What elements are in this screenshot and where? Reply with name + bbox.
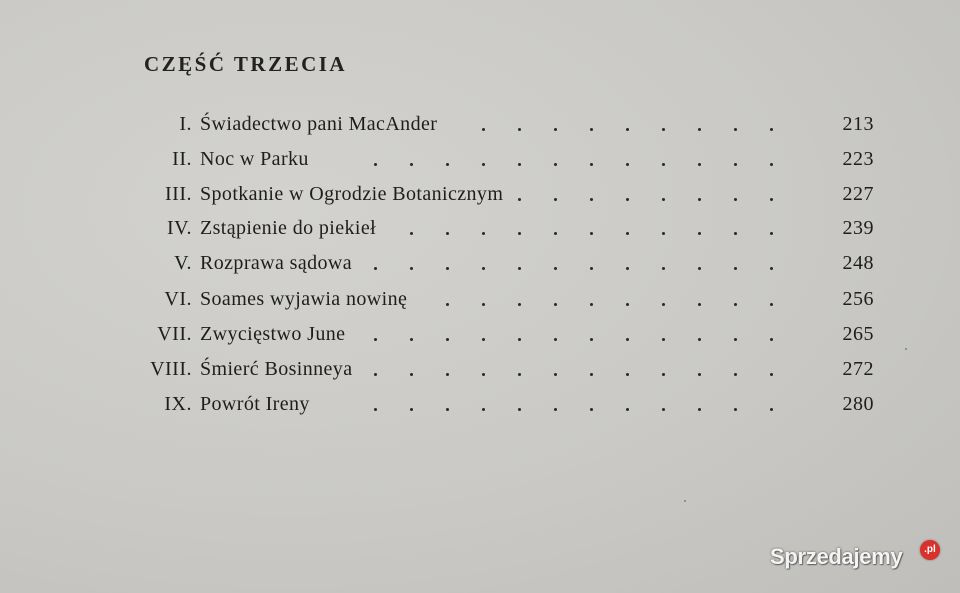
- leader-dot: [554, 232, 557, 235]
- chapter-title: Spotkanie w Ogrodzie Botanicznym: [200, 183, 504, 205]
- leader-dot: [698, 232, 701, 235]
- leader-dot: [734, 267, 737, 270]
- leader-dot: [590, 373, 593, 376]
- leader-dot: [626, 267, 629, 270]
- leader-dot: [482, 163, 485, 166]
- chapter-numeral: III.: [165, 183, 192, 205]
- leader-dot: [446, 338, 449, 341]
- leader-dot: [698, 303, 701, 306]
- chapter-numeral: VI.: [164, 288, 192, 310]
- leader-dot: [554, 198, 557, 201]
- leader-dot: [446, 232, 449, 235]
- paper-speck: [684, 500, 686, 502]
- leader-dot: [554, 338, 557, 341]
- leader-dot: [518, 128, 521, 131]
- paper-speck: [905, 348, 907, 350]
- leader-dot: [590, 408, 593, 411]
- leader-dot: [590, 128, 593, 131]
- leader-dot: [482, 267, 485, 270]
- leader-dot: [446, 408, 449, 411]
- chapter-numeral: I.: [179, 113, 192, 135]
- leader-dot: [626, 163, 629, 166]
- chapter-numeral: IV.: [166, 217, 192, 239]
- page-number: 239: [842, 217, 874, 239]
- leader-dot: [662, 338, 665, 341]
- leader-dot: [698, 267, 701, 270]
- page-number: 265: [842, 323, 874, 345]
- leader-dot: [626, 338, 629, 341]
- leader-dot: [734, 408, 737, 411]
- leader-dot: [518, 408, 521, 411]
- leader-dot: [662, 303, 665, 306]
- chapter-title: Zstąpienie do piekieł: [200, 217, 377, 239]
- leader-dot: [734, 128, 737, 131]
- leader-dot: [554, 128, 557, 131]
- leader-dot: [482, 408, 485, 411]
- leader-dot: [734, 232, 737, 235]
- leader-dot: [590, 232, 593, 235]
- watermark-badge-icon: .pl: [920, 540, 940, 560]
- leader-dot: [446, 163, 449, 166]
- leader-dot: [770, 373, 773, 376]
- toc-entry: [0, 355, 960, 383]
- leader-dot: [518, 303, 521, 306]
- leader-dot: [518, 198, 521, 201]
- chapter-numeral: V.: [174, 252, 192, 274]
- chapter-title: Śmierć Bosinneya: [200, 358, 353, 380]
- leader-dot: [590, 338, 593, 341]
- leader-dot: [410, 373, 413, 376]
- watermark-logo-text: Sprzedajemy: [770, 544, 903, 569]
- leader-dot: [374, 373, 377, 376]
- leader-dot: [590, 198, 593, 201]
- leader-dot: [662, 373, 665, 376]
- leader-dot: [626, 198, 629, 201]
- leader-dot: [482, 373, 485, 376]
- leader-dot: [374, 163, 377, 166]
- chapter-title: Soames wyjawia nowinę: [200, 288, 408, 310]
- leader-dot: [518, 232, 521, 235]
- toc-entry: [0, 214, 960, 242]
- leader-dot: [770, 163, 773, 166]
- leader-dot: [554, 373, 557, 376]
- page-number: 213: [842, 113, 874, 135]
- leader-dot: [734, 163, 737, 166]
- leader-dot: [626, 232, 629, 235]
- leader-dot: [734, 373, 737, 376]
- page-number: 280: [842, 393, 874, 415]
- chapter-numeral: II.: [172, 148, 192, 170]
- section-title: CZĘŚĆ TRZECIA: [144, 52, 348, 76]
- page-number: 227: [842, 183, 874, 205]
- toc-entry: [0, 285, 960, 313]
- leader-dot: [410, 232, 413, 235]
- leader-dot: [554, 303, 557, 306]
- leader-dot: [482, 232, 485, 235]
- leader-dot: [662, 163, 665, 166]
- leader-dot: [626, 408, 629, 411]
- leader-dot: [698, 163, 701, 166]
- chapter-title: Powrót Ireny: [200, 393, 310, 415]
- leader-dot: [734, 338, 737, 341]
- toc-entry: [0, 390, 960, 418]
- site-watermark: [770, 540, 945, 580]
- leader-dot: [770, 128, 773, 131]
- leader-dot: [590, 163, 593, 166]
- chapter-title: Noc w Parku: [200, 148, 309, 170]
- leader-dot: [590, 267, 593, 270]
- leader-dot: [662, 408, 665, 411]
- leader-dot: [770, 267, 773, 270]
- toc-entry: [0, 249, 960, 277]
- toc-entry: [0, 110, 960, 138]
- chapter-title: Zwycięstwo June: [200, 323, 346, 345]
- leader-dot: [446, 373, 449, 376]
- leader-dot: [446, 303, 449, 306]
- chapter-numeral: VII.: [157, 323, 192, 345]
- chapter-numeral: VIII.: [150, 358, 192, 380]
- leader-dot: [482, 303, 485, 306]
- leader-dot: [626, 128, 629, 131]
- chapter-title: Rozprawa sądowa: [200, 252, 353, 274]
- leader-dot: [410, 267, 413, 270]
- leader-dot: [698, 338, 701, 341]
- leader-dot: [698, 198, 701, 201]
- toc-entry: [0, 145, 960, 173]
- leader-dot: [770, 338, 773, 341]
- leader-dot: [626, 373, 629, 376]
- toc-entry: [0, 320, 960, 348]
- leader-dot: [734, 303, 737, 306]
- leader-dot: [518, 373, 521, 376]
- chapter-numeral: IX.: [164, 393, 192, 415]
- leader-dot: [518, 267, 521, 270]
- leader-dot: [590, 303, 593, 306]
- leader-dot: [770, 198, 773, 201]
- leader-dot: [698, 408, 701, 411]
- leader-dot: [374, 408, 377, 411]
- leader-dot: [554, 408, 557, 411]
- toc-entry: [0, 180, 960, 208]
- leader-dot: [374, 267, 377, 270]
- leader-dot: [698, 128, 701, 131]
- page-number: 248: [842, 252, 874, 274]
- leader-dot: [482, 338, 485, 341]
- page-number: 272: [842, 358, 874, 380]
- leader-dot: [554, 163, 557, 166]
- leader-dot: [770, 232, 773, 235]
- leader-dot: [734, 198, 737, 201]
- leader-dot: [518, 163, 521, 166]
- leader-dot: [662, 128, 665, 131]
- leader-dot: [662, 232, 665, 235]
- leader-dot: [410, 338, 413, 341]
- leader-dot: [374, 338, 377, 341]
- page-number: 256: [842, 288, 874, 310]
- leader-dot: [698, 373, 701, 376]
- leader-dot: [662, 198, 665, 201]
- leader-dot: [410, 408, 413, 411]
- leader-dot: [770, 303, 773, 306]
- leader-dot: [410, 163, 413, 166]
- leader-dot: [446, 267, 449, 270]
- leader-dot: [662, 267, 665, 270]
- leader-dot: [770, 408, 773, 411]
- leader-dot: [626, 303, 629, 306]
- chapter-title: Świadectwo pani MacAnder: [200, 113, 438, 135]
- leader-dot: [482, 128, 485, 131]
- leader-dot: [554, 267, 557, 270]
- page-number: 223: [842, 148, 874, 170]
- leader-dot: [518, 338, 521, 341]
